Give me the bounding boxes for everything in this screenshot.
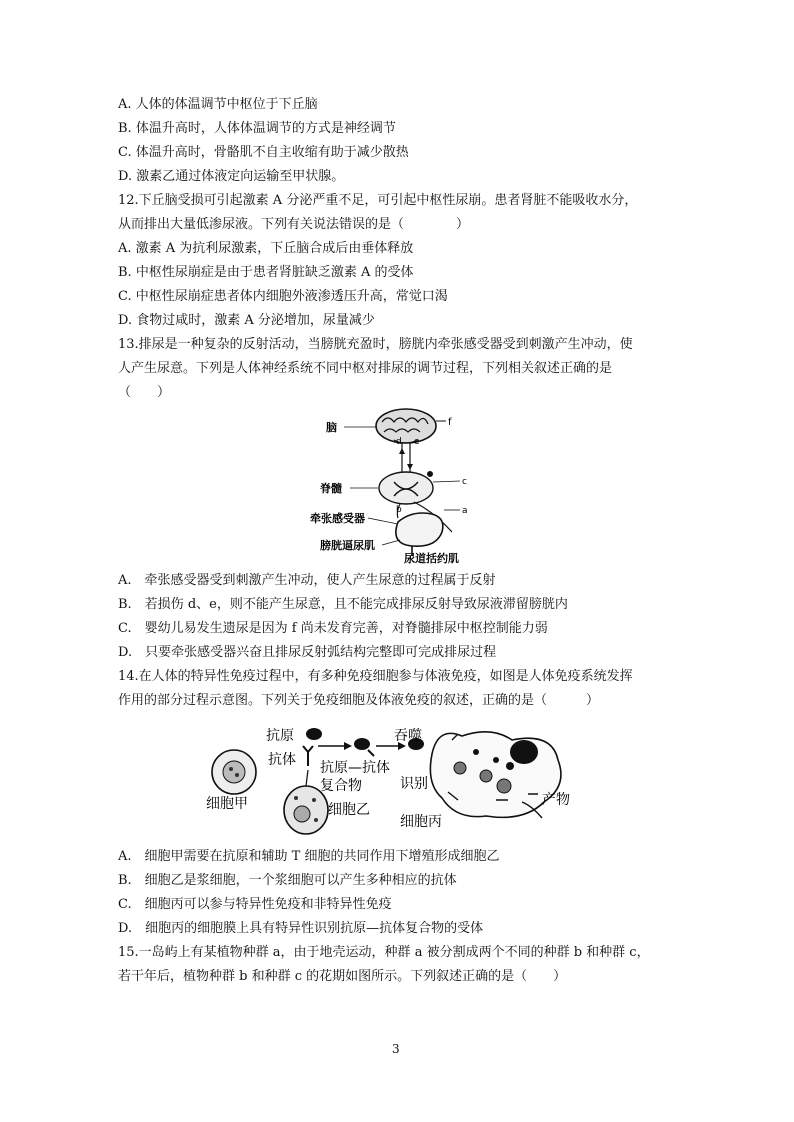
label-f: f	[448, 417, 452, 428]
q13-stem-line-1: 13.排尿是一种复杂的反射活动，当膀胱充盈时，膀胱内牵张感受器受到刺激产生冲动，使	[118, 337, 633, 352]
label-product: 产物	[542, 792, 570, 808]
q15-stem-line-2: 若干年后，植物种群 b 和种群 c 的花期如图所示。下列叙述正确的是（ ）	[118, 969, 567, 984]
q11-option-a: A. 人体的体温调节中枢位于下丘脑	[118, 97, 318, 112]
label-d: d	[396, 437, 402, 447]
q13-option-c: C. 婴幼儿易发生遗尿是因为 f 尚未发育完善，对脊髓排尿中枢控制能力弱	[118, 621, 548, 636]
label-cell-b: 细胞乙	[328, 802, 370, 818]
label-stretch-receptor: 牵张感受器	[310, 512, 365, 525]
label-complex-line-1: 抗原—抗体	[320, 760, 390, 776]
q12-stem-line-2: 从而排出大量低渗尿液。下列有关说法错误的是（ ）	[118, 217, 470, 232]
label-phagocytosis: 吞噬	[394, 728, 422, 744]
q13-stem-line-3: （ ）	[118, 385, 171, 400]
page-number: 3	[392, 1042, 400, 1056]
label-e: e	[414, 437, 420, 447]
q11-option-c: C. 体温升高时，骨骼肌不自主收缩有助于减少散热	[118, 145, 409, 160]
q13-option-a: A. 牵张感受器受到刺激产生冲动，使人产生尿意的过程属于反射	[118, 573, 496, 588]
label-cell-c: 细胞丙	[400, 814, 442, 830]
label-b: b	[396, 505, 402, 515]
label-detrusor: 膀胱逼尿肌	[320, 539, 375, 552]
q14-stem-line-1: 14.在人体的特异性免疫过程中，有多种免疫细胞参与体液免疫，如图是人体免疫系统发挥	[118, 669, 633, 684]
q12-option-b: B. 中枢性尿崩症是由于患者肾脏缺乏激素 A 的受体	[118, 265, 414, 280]
q11-option-d: D. 激素乙通过体液定向运输至甲状腺。	[118, 169, 345, 184]
cell-a-illustration	[212, 750, 256, 794]
antibody-icon	[303, 746, 313, 766]
humoral-immunity-diagram	[196, 722, 602, 840]
q12-option-a: A. 激素 A 为抗利尿激素，下丘脑合成后由垂体释放	[118, 241, 414, 256]
q12-option-c: C. 中枢性尿崩症患者体内细胞外液渗透压升高，常觉口渴	[118, 289, 448, 304]
q14-option-b: B. 细胞乙是浆细胞，一个浆细胞可以产生多种相应的抗体	[118, 873, 457, 888]
bladder-illustration	[396, 513, 443, 556]
q11-option-b: B. 体温升高时，人体体温调节的方式是神经调节	[118, 121, 396, 136]
label-c: c	[462, 477, 467, 487]
label-spinal-cord: 脊髓	[320, 482, 342, 495]
q15-stem-line-1: 15.一岛屿上有某植物种群 a，由于地壳运动，种群 a 被分割成两个不同的种群 b 和种群 c，	[118, 945, 650, 960]
q13-option-d: D. 只要牵张感受器兴奋且排尿反射弧结构完整即可完成排尿过程	[118, 645, 497, 660]
label-sphincter: 尿道括约肌	[404, 552, 459, 565]
label-complex-line-2: 复合物	[320, 778, 362, 794]
complex-icon	[354, 738, 370, 750]
q14-option-a: A. 细胞甲需要在抗原和辅助 T 细胞的共同作用下增殖形成细胞乙	[118, 849, 500, 864]
urination-reflex-diagram	[310, 404, 486, 565]
spinal-cord-illustration	[379, 471, 433, 504]
antigen-icon	[306, 728, 322, 740]
q12-stem-line-1: 12.下丘脑受损可引起激素 A 分泌严重不足，可引起中枢性尿崩。患者肾脏不能吸收水分，	[118, 193, 638, 208]
q14-stem-line-2: 作用的部分过程示意图。下列关于免疫细胞及体液免疫的叙述，正确的是（ ）	[118, 693, 600, 708]
q14-option-c: C. 细胞丙可以参与特异性免疫和非特异性免疫	[118, 897, 392, 912]
brain-illustration	[376, 409, 436, 443]
q12-option-d: D. 食物过咸时，激素 A 分泌增加，尿量减少	[118, 313, 375, 328]
q13-stem-line-2: 人产生尿意。下列是人体神经系统不同中枢对排尿的调节过程，下列相关叙述正确的是	[118, 361, 613, 376]
label-a: a	[462, 506, 468, 516]
q13-option-b: B. 若损伤 d、e，则不能产生尿意，且不能完成排尿反射导致尿液滞留膀胱内	[118, 597, 568, 612]
label-brain: 脑	[326, 421, 337, 434]
label-antigen: 抗原	[266, 728, 294, 744]
q14-option-d: D. 细胞丙的细胞膜上具有特异性识别抗原—抗体复合物的受体	[118, 921, 484, 936]
label-antibody: 抗体	[268, 752, 296, 768]
label-recognition: 识别	[400, 776, 428, 792]
label-cell-a: 细胞甲	[206, 796, 248, 812]
